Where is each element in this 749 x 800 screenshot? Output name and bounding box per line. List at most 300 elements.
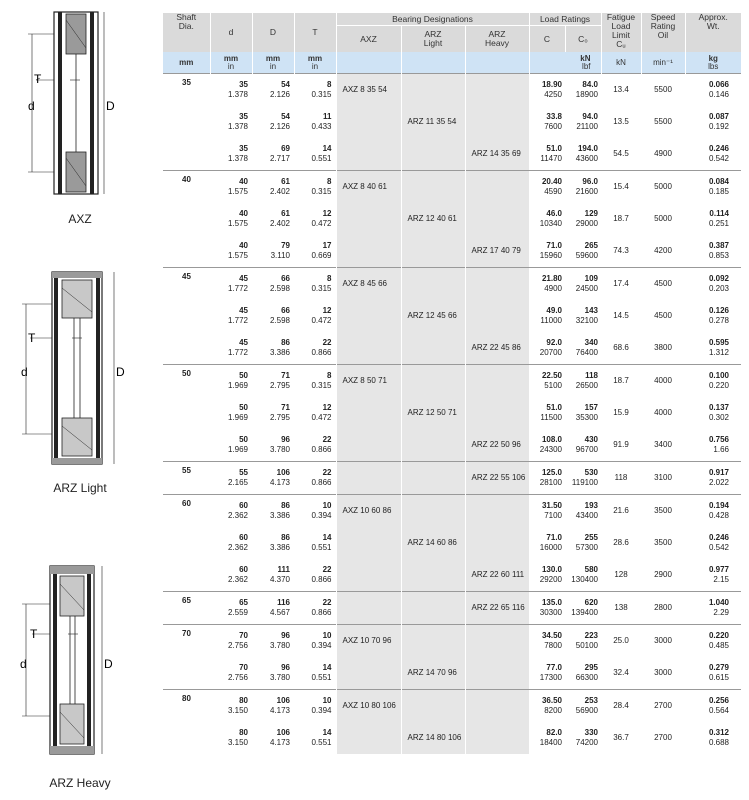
weight-header: Approx. Wt. [685,13,741,52]
load-ratings-header: Load Ratings [529,13,601,26]
weight-cell: 0.279 0.615 [708,663,729,682]
T-cell: 11 0.433 [311,112,332,131]
arz-heavy-designation-cell: ARZ 22 50 96 [465,429,529,462]
arz-light-designation-cell [401,365,465,398]
table-row [163,690,741,723]
T-cell: 12 0.472 [311,209,332,228]
T-cell: 12 0.472 [311,306,332,325]
table-row [163,203,741,235]
axz-T-label: T [34,72,42,86]
arz-light-designation-cell [401,235,465,268]
c-cell: 22.50 5100 [529,365,565,398]
weight-cell: 0.246 0.542 [708,144,729,163]
arz-light-designation-cell [401,690,465,723]
D-cell: 111 4.370 [269,565,290,584]
arz-light-designation-cell [401,74,465,107]
d-cell: 80 3.150 [227,728,248,747]
axz-designation-cell [336,592,401,625]
T-cell: 8 0.315 [294,74,336,107]
c-cell: 51.0 11500 [540,403,562,422]
D-cell: 96 3.780 [252,625,294,658]
c0-cell: 620 139400 [565,592,601,625]
arz-heavy-T-label: T [30,627,38,641]
shaft-cell: 65 [163,592,210,625]
arz-heavy-designation-cell [465,397,529,429]
arz-heavy-designation-cell [465,495,529,528]
axz-diagram [20,8,130,198]
arz-heavy-designation-cell [465,722,529,754]
fatigue-cell: 138 [601,592,641,625]
weight-cell: 0.246 0.542 [708,533,729,552]
axz-designation-cell [336,203,401,235]
D-cell: 106 4.173 [252,462,294,495]
table-row [163,625,741,658]
table-row [163,171,741,204]
axz-designation-cell [336,300,401,332]
c-cell: 21.80 4900 [529,268,565,301]
c0-cell: 255 57300 [575,533,598,552]
arz-light-diagram [18,268,138,468]
D-cell: 61 2.402 [252,171,294,204]
arz-light-designation-cell: ARZ 14 70 96 [401,657,465,690]
axz-designation-cell [336,138,401,171]
fatigue-cell: 28.4 [601,690,641,723]
table-row [163,559,741,592]
fatigue-cell: 28.6 [613,538,629,547]
fatigue-cell: 118 [601,462,641,495]
d-cell: 50 1.969 [227,403,248,422]
c0-cell: 157 35300 [575,403,598,422]
shaft-cell: 45 [163,268,210,301]
arz-heavy-designation-cell [465,527,529,559]
arz-light-designation-cell: ARZ 12 40 61 [401,203,465,235]
axz-designation-cell [336,657,401,690]
T-cell: 22 0.866 [294,592,336,625]
speed-cell: 4500 [641,268,685,301]
weight-cell: 0.114 0.251 [708,209,729,228]
D-header: D [252,13,294,52]
arz-light-designation-cell: ARZ 14 60 86 [401,527,465,559]
c-cell: 33.8 7600 [544,112,562,131]
arz-light-designation-cell [401,559,465,592]
axz-designation-cell: AXZ 8 35 54 [336,74,401,107]
c0-cell: 193 43400 [565,495,601,528]
weight-cell: 0.977 2.15 [708,565,729,584]
table-row [163,657,741,690]
table-row [163,462,741,495]
d-cell: 40 1.575 [227,209,248,228]
arz-light-designation-cell [401,332,465,365]
D-cell: 86 3.386 [269,338,290,357]
weight-cell: 0.256 0.564 [685,690,741,723]
arz-light-designation-cell [401,138,465,171]
axz-designation-cell [336,429,401,462]
shaft-cell [163,657,210,690]
shaft-cell [163,332,210,365]
c0-cell: 223 50100 [565,625,601,658]
arz-light-designation-cell [401,429,465,462]
axz-d-label: d [28,99,35,113]
speed-cell: 5000 [654,214,672,223]
d-header: d [210,13,252,52]
shaft-cell: 60 [163,495,210,528]
fatigue-cell: 13.5 [613,117,629,126]
table-row [163,300,741,332]
shaft-cell [163,106,210,138]
T-cell: 8 0.315 [294,171,336,204]
arz-light-designation-cell [401,462,465,495]
c0-cell: 143 32100 [575,306,598,325]
D-cell: 106 4.173 [252,690,294,723]
arz-light-label: ARZ Light [53,481,107,495]
d-cell: 35 1.378 [227,144,248,163]
c-cell: 71.0 16000 [539,533,562,552]
axz-designation-cell [336,559,401,592]
d-cell: 35 1.378 [210,74,252,107]
arz-heavy-designation-cell [465,106,529,138]
speed-cell: 3100 [641,462,685,495]
c-cell: 125.0 28100 [529,462,565,495]
fatigue-cell: 15.9 [613,408,629,417]
T-cell: 10 0.394 [294,495,336,528]
c0-cell: 129 29000 [575,209,598,228]
c-cell: 36.50 8200 [529,690,565,723]
c0-cell: 530 119100 [565,462,601,495]
axz-designation-cell: AXZ 10 70 96 [336,625,401,658]
D-cell: 86 3.386 [252,495,294,528]
arz-heavy-d-label: d [20,657,27,671]
table-row [163,235,741,268]
table-row [163,722,741,754]
arz-heavy-designation-cell [465,203,529,235]
speed-cell: 4900 [654,149,672,158]
d-cell: 45 1.772 [227,338,248,357]
D-cell: 66 2.598 [252,268,294,301]
speed-cell: 3800 [654,343,672,352]
arz-light-col-header: ARZ Light [401,26,465,53]
table-row [163,74,741,107]
D-cell: 79 3.110 [270,241,290,260]
arz-light-designation-cell: ARZ 12 50 71 [401,397,465,429]
table-row [163,592,741,625]
d-cell: 55 2.165 [210,462,252,495]
d-cell: 45 1.772 [227,306,248,325]
arz-heavy-designation-cell: ARZ 14 35 69 [465,138,529,171]
T-cell: 17 0.669 [311,241,332,260]
table-row [163,397,741,429]
c-cell: 20.40 4590 [529,171,565,204]
c0-cell: 94.0 21100 [576,112,598,131]
c-cell: 34.50 7800 [529,625,565,658]
d-cell: 60 2.362 [210,495,252,528]
axz-designation-cell: AXZ 8 40 61 [336,171,401,204]
shaft-header: Shaft Dia. [163,13,210,52]
shaft-cell [163,138,210,171]
speed-cell: 3000 [654,668,672,677]
arz-heavy-designation-cell [465,625,529,658]
D-cell: 96 3.780 [269,435,290,454]
shaft-cell: 50 [163,365,210,398]
T-cell: 10 0.394 [294,690,336,723]
c-cell: 51.0 11470 [540,144,562,163]
axz-designation-cell [336,235,401,268]
fatigue-cell: 18.7 [613,214,629,223]
d-cell: 35 1.378 [227,112,248,131]
d-cell: 40 1.575 [227,241,248,260]
c0-cell: 118 26500 [565,365,601,398]
fatigue-cell: 32.4 [613,668,629,677]
arz-heavy-label: ARZ Heavy [49,776,111,790]
speed-cell: 3500 [654,538,672,547]
weight-cell: 0.100 0.220 [685,365,741,398]
arz-light-designation-cell [401,592,465,625]
table-row [163,365,741,398]
arz-heavy-col-header: ARZ Heavy [465,26,529,53]
c-cell: 71.0 15960 [539,241,562,260]
arz-heavy-D-label: D [104,657,113,671]
c0-cell: 580 130400 [571,565,598,584]
D-cell: 96 3.780 [269,663,290,682]
T-header: T [294,13,336,52]
c-cell: 31.50 7100 [529,495,565,528]
weight-cell: 0.220 0.485 [685,625,741,658]
weight-cell: 0.137 0.302 [708,403,729,422]
c0-cell: 330 74200 [575,728,598,747]
shaft-cell [163,527,210,559]
D-cell: 61 2.402 [269,209,290,228]
speed-cell: 2700 [641,690,685,723]
D-cell: 106 4.173 [269,728,290,747]
speed-cell: 4000 [654,408,672,417]
speed-cell: 5500 [654,117,672,126]
axz-designation-cell [336,722,401,754]
fatigue-cell: 17.4 [601,268,641,301]
speed-cell: 3400 [654,440,672,449]
d-cell: 70 2.756 [210,625,252,658]
axz-designation-cell [336,332,401,365]
table-row [163,332,741,365]
speed-cell: 2900 [654,570,672,579]
axz-label: AXZ [68,212,92,226]
c0-cell: 96.0 21600 [565,171,601,204]
fatigue-cell: 128 [614,570,628,579]
fatigue-cell: 68.6 [613,343,629,352]
speed-cell: 5500 [641,74,685,107]
weight-cell: 0.194 0.428 [685,495,741,528]
speed-cell: 2700 [654,733,672,742]
fatigue-cell: 14.5 [613,311,629,320]
D-cell: 66 2.598 [269,306,290,325]
shaft-cell [163,300,210,332]
T-cell: 22 0.866 [311,338,332,357]
weight-cell: 0.917 2.022 [685,462,741,495]
fatigue-cell: 15.4 [601,171,641,204]
shaft-cell: 40 [163,171,210,204]
d-cell: 45 1.772 [210,268,252,301]
table-row [163,527,741,559]
table-row [163,268,741,301]
axz-D-label: D [106,99,115,113]
bearing-table [163,13,741,754]
D-cell: 69 2.717 [269,144,290,163]
T-cell: 14 0.551 [311,728,332,747]
table-row [163,429,741,462]
D-cell: 71 2.795 [252,365,294,398]
shaft-cell [163,559,210,592]
shaft-cell [163,397,210,429]
arz-light-d-label: d [21,365,28,379]
T-cell: 10 0.394 [294,625,336,658]
arz-heavy-designation-cell: ARZ 22 65 116 [465,592,529,625]
weight-cell: 0.595 1.312 [708,338,729,357]
diagram-column [0,0,160,800]
d-cell: 70 2.756 [227,663,248,682]
d-cell: 60 2.362 [227,565,248,584]
weight-cell: 0.084 0.185 [685,171,741,204]
c0-cell: 265 59600 [575,241,598,260]
fatigue-cell: 91.9 [613,440,629,449]
c0-cell: 253 56900 [565,690,601,723]
weight-cell: 0.087 0.192 [708,112,729,131]
arz-light-designation-cell [401,268,465,301]
axz-designation-cell: AXZ 10 60 86 [336,495,401,528]
arz-light-designation-cell: ARZ 11 35 54 [401,106,465,138]
weight-cell: 1.040 2.29 [685,592,741,625]
bearing-designations-header: Bearing Designations [336,13,529,26]
c0-col-header: C₀ [565,26,601,53]
T-cell: 22 0.866 [311,565,332,584]
c-cell: 18.90 4250 [529,74,565,107]
speed-cell: 3500 [641,495,685,528]
D-cell: 54 2.126 [269,112,290,131]
arz-light-designation-cell: ARZ 12 45 66 [401,300,465,332]
c0-cell: 84.0 18900 [565,74,601,107]
c0-cell: 340 76400 [575,338,598,357]
d-cell: 65 2.559 [210,592,252,625]
T-cell: 8 0.315 [294,365,336,398]
shaft-cell [163,203,210,235]
d-cell: 60 2.362 [227,533,248,552]
arz-light-designation-cell [401,495,465,528]
arz-heavy-designation-cell: ARZ 17 40 79 [465,235,529,268]
speed-cell: 4000 [641,365,685,398]
c-cell: 49.0 11000 [540,306,562,325]
weight-cell: 0.092 0.203 [685,268,741,301]
arz-heavy-designation-cell [465,74,529,107]
axz-designation-cell: AXZ 8 45 66 [336,268,401,301]
axz-col-header: AXZ [336,26,401,53]
table-row [163,138,741,171]
weight-cell: 0.126 0.278 [708,306,729,325]
weight-cell: 0.312 0.688 [708,728,729,747]
T-cell: 22 0.866 [311,435,332,454]
T-cell: 22 0.866 [294,462,336,495]
speed-cell: 4500 [654,311,672,320]
arz-heavy-designation-cell [465,690,529,723]
D-cell: 54 2.126 [252,74,294,107]
c-cell: 92.0 20700 [539,338,562,357]
d-cell: 80 3.150 [210,690,252,723]
shaft-cell: 80 [163,690,210,723]
D-cell: 86 3.386 [269,533,290,552]
T-cell: 14 0.551 [311,663,332,682]
arz-heavy-designation-cell: ARZ 22 60 111 [465,559,529,592]
T-cell: 14 0.551 [311,144,332,163]
shaft-cell [163,722,210,754]
units-row: mm mm in mm in mm in kN lbf kN min⁻¹ kg lbs [163,52,741,74]
D-cell: 116 4.567 [252,592,294,625]
arz-heavy-designation-cell [465,171,529,204]
arz-light-designation-cell [401,171,465,204]
shaft-cell: 70 [163,625,210,658]
c0-cell: 194.0 43600 [575,144,598,163]
arz-heavy-designation-cell [465,657,529,690]
axz-designation-cell [336,106,401,138]
arz-heavy-diagram [18,560,138,760]
weight-cell: 0.066 0.146 [685,74,741,107]
arz-heavy-designation-cell: ARZ 22 45 86 [465,332,529,365]
fatigue-cell: 21.6 [601,495,641,528]
weight-cell: 0.387 0.853 [708,241,729,260]
fatigue-cell: 13.4 [601,74,641,107]
shaft-cell [163,235,210,268]
arz-light-designation-cell [401,625,465,658]
c0-cell: 109 24500 [565,268,601,301]
shaft-cell [163,429,210,462]
table-row [163,106,741,138]
axz-designation-cell: AXZ 8 50 71 [336,365,401,398]
arz-heavy-designation-cell: ARZ 22 55 106 [465,462,529,495]
speed-cell: 3000 [641,625,685,658]
c-cell: 108.0 24300 [539,435,562,454]
shaft-cell: 55 [163,462,210,495]
arz-light-D-label: D [116,365,125,379]
axz-designation-cell [336,397,401,429]
fatigue-header: Fatigue Load Limit Cᵤ [601,13,641,52]
arz-light-T-label: T [28,331,36,345]
fatigue-cell: 54.5 [613,149,629,158]
c-cell: 77.0 17300 [539,663,562,682]
shaft-cell: 35 [163,74,210,107]
c0-cell: 295 66300 [575,663,598,682]
axz-designation-cell: AXZ 10 80 106 [336,690,401,723]
fatigue-cell: 25.0 [601,625,641,658]
weight-cell: 0.756 1.66 [708,435,729,454]
c-cell: 135.0 30300 [529,592,565,625]
fatigue-cell: 36.7 [613,733,629,742]
axz-designation-cell [336,527,401,559]
T-cell: 8 0.315 [294,268,336,301]
arz-heavy-designation-cell [465,365,529,398]
d-cell: 40 1.575 [210,171,252,204]
speed-cell: 4200 [654,246,672,255]
fatigue-cell: 18.7 [601,365,641,398]
c-col-header: C [529,26,565,53]
D-cell: 71 2.795 [269,403,290,422]
d-cell: 50 1.969 [210,365,252,398]
c0-cell: 430 96700 [575,435,598,454]
fatigue-cell: 74.3 [613,246,629,255]
T-cell: 14 0.551 [311,533,332,552]
speed-header: Speed Rating Oil [641,13,685,52]
c-cell: 46.0 10340 [539,209,562,228]
arz-heavy-designation-cell [465,300,529,332]
axz-designation-cell [336,462,401,495]
c-cell: 130.0 29200 [539,565,562,584]
T-cell: 12 0.472 [311,403,332,422]
arz-light-designation-cell: ARZ 14 80 106 [401,722,465,754]
d-cell: 50 1.969 [227,435,248,454]
